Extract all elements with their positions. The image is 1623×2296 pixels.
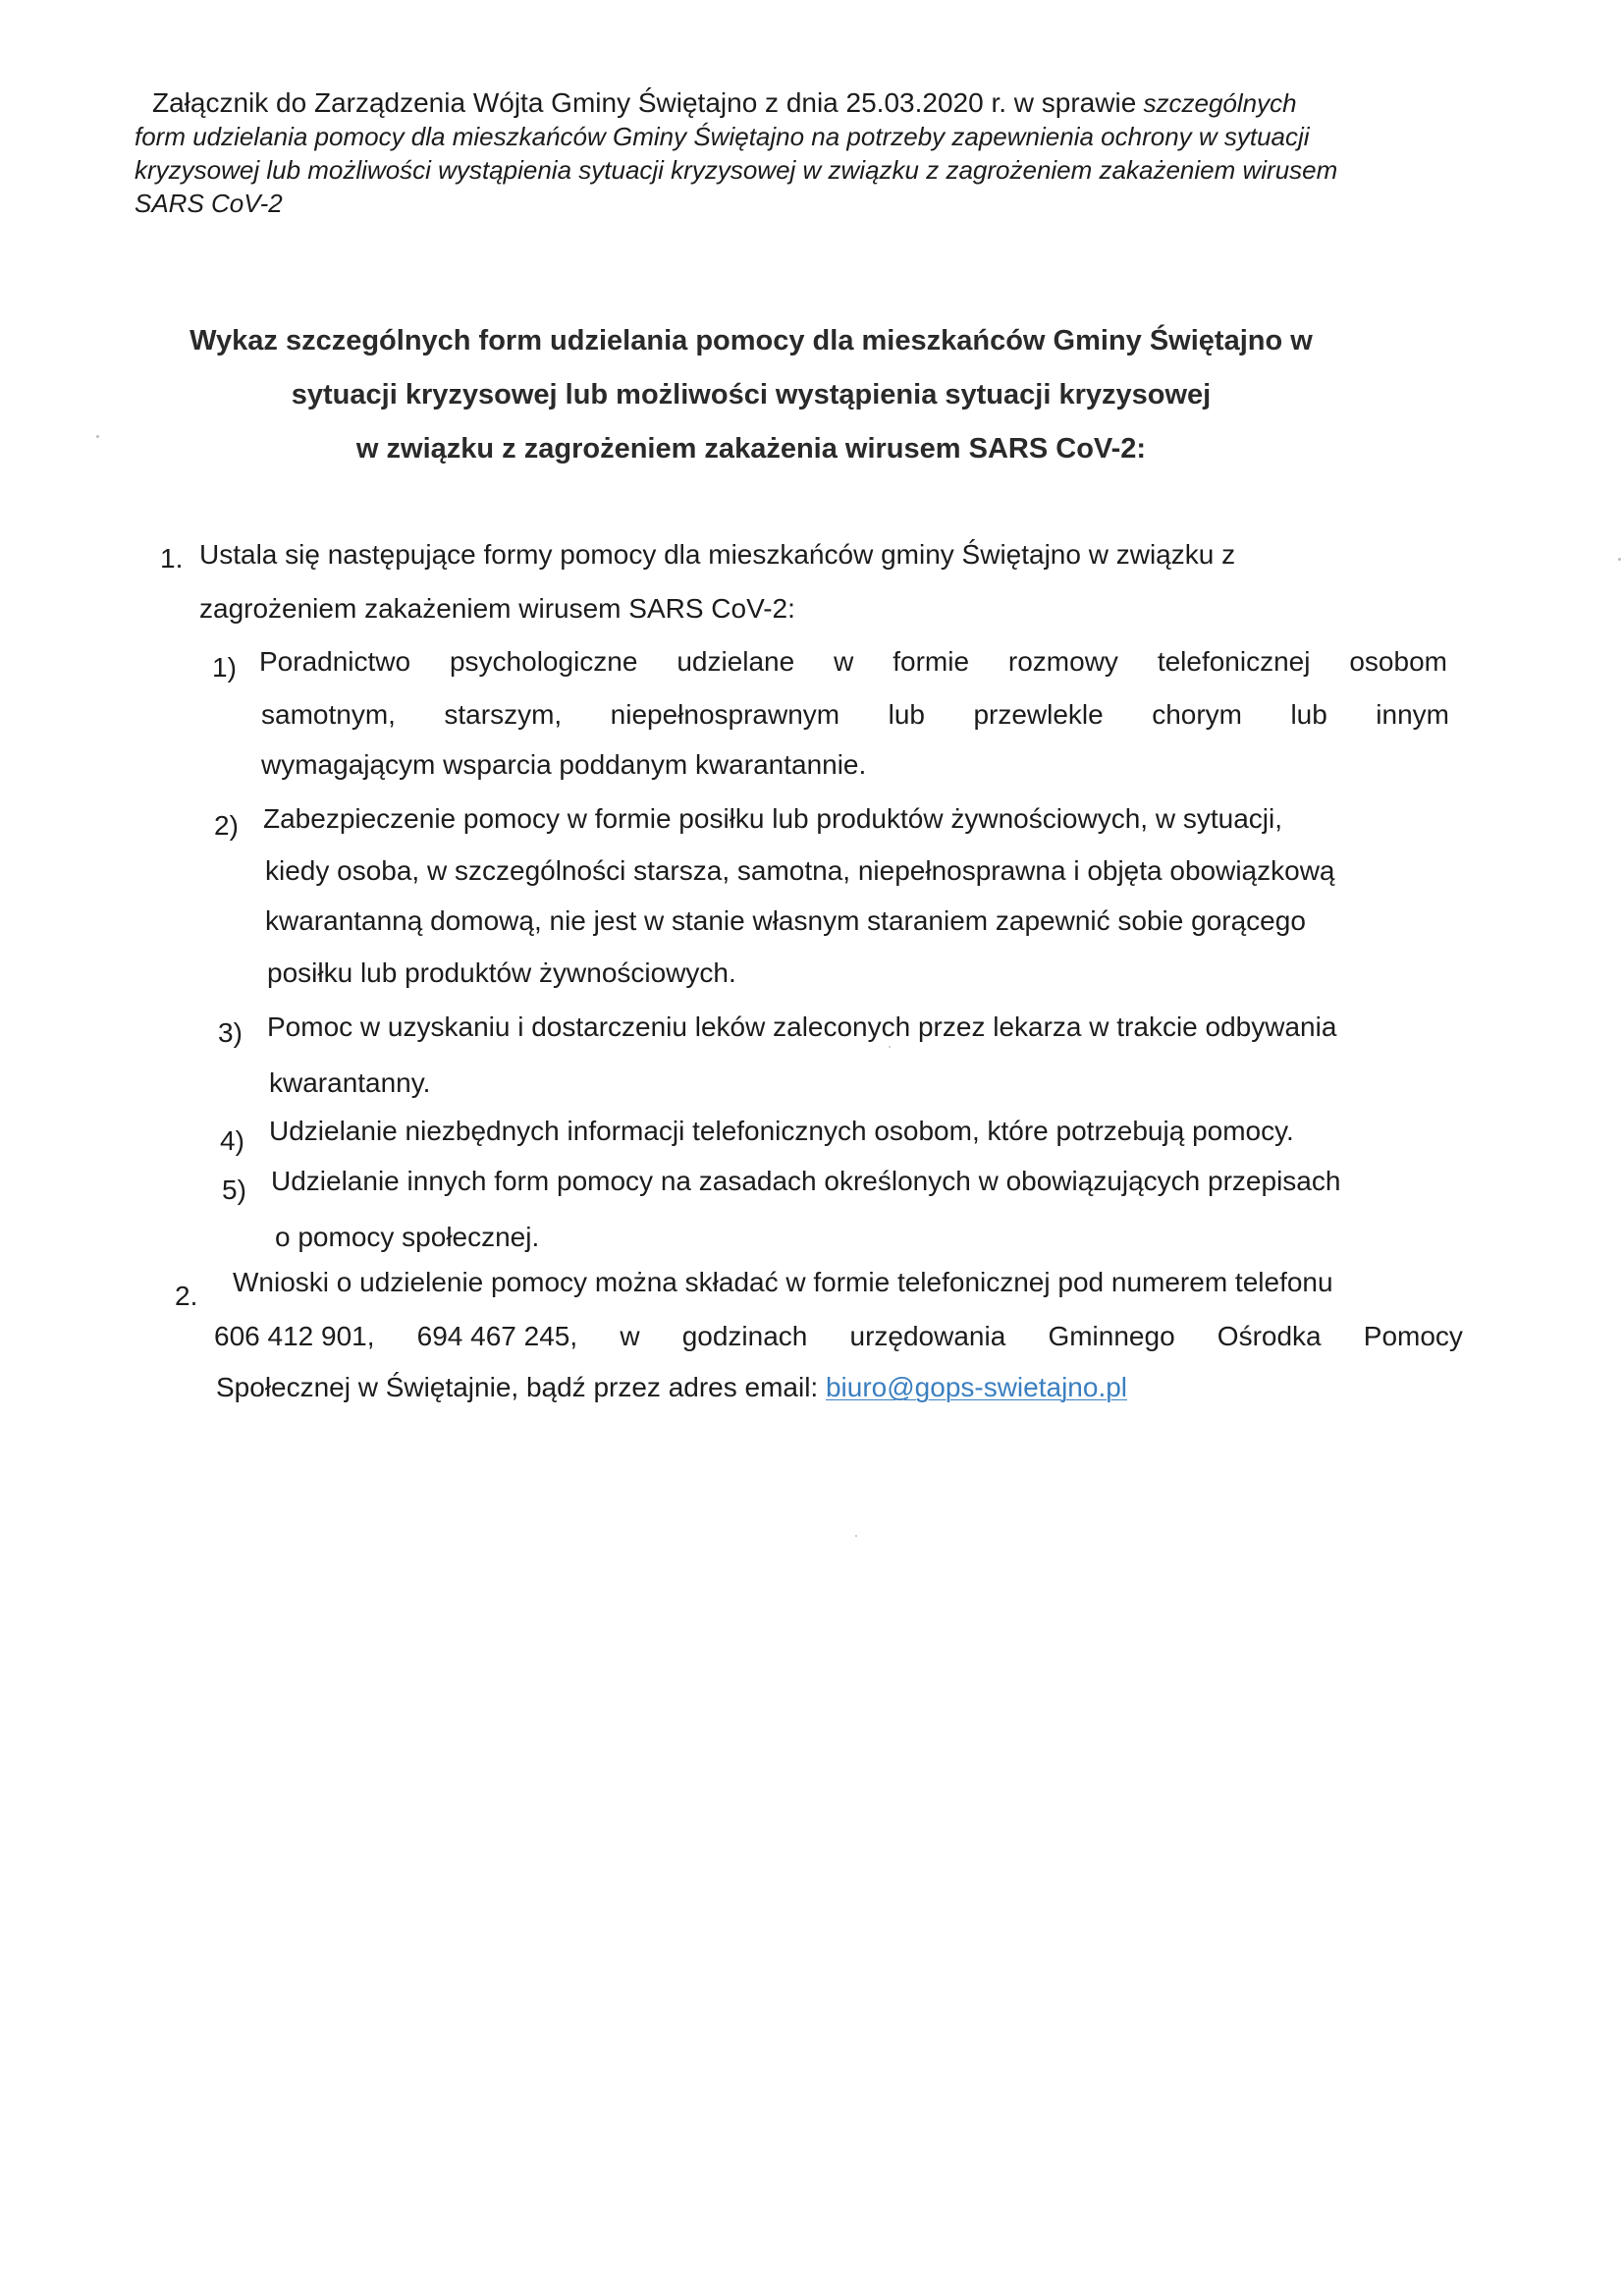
attachment-note-lead: Załącznik do Zarządzenia Wójta Gminy Świętajno z dnia 25.03.2020 r. w sprawie: [152, 87, 1137, 118]
item-5-line-1: Udzielanie innych form pomocy na zasadach określonych w obowiązujących przepisach: [271, 1166, 1341, 1196]
phone-number-1: 606 412 901,: [214, 1321, 375, 1351]
item-1-word: innym: [1376, 699, 1449, 730]
section-2-line-3-text: Społecznej w Świętajnie, bądź przez adres email:: [216, 1372, 826, 1402]
section-2-word: Pomocy: [1363, 1321, 1463, 1351]
item-5-number: 5): [222, 1175, 246, 1205]
item-1-word: osobom: [1349, 646, 1447, 677]
attachment-note-line-1: [135, 86, 1445, 120]
title-line-1: Wykaz szczególnych form udzielania pomocy dla mieszkańców Gminy Świętajno w: [189, 325, 1313, 356]
attachment-note-line-4: SARS CoV-2: [135, 189, 283, 218]
section-1-number: 1.: [160, 543, 184, 574]
title-line-3: w związku z zagrożeniem zakażenia wirusem SARS CoV-2:: [355, 433, 1147, 465]
item-1-word: niepełnosprawnym: [610, 699, 840, 730]
scan-speck: [96, 435, 99, 438]
item-1-line-1: [259, 646, 1447, 678]
item-1-word: Poradnictwo: [259, 646, 411, 677]
item-4-line-1: Udzielanie niezbędnych informacji telefonicznych osobom, które potrzebują pomocy.: [269, 1116, 1294, 1146]
item-2-line-2: kiedy osoba, w szczególności starsza, samotna, niepełnosprawna i objęta obowiązkową: [265, 855, 1335, 886]
item-1-word: samotnym,: [261, 699, 396, 730]
item-1-number: 1): [212, 652, 237, 683]
item-1-word: telefonicznej: [1157, 646, 1311, 677]
item-5-line-2: o pomocy społecznej.: [275, 1222, 540, 1252]
item-3-line-2: kwarantanny.: [269, 1067, 431, 1098]
item-1-word: psychologiczne: [449, 646, 638, 677]
item-4-number: 4): [220, 1125, 244, 1156]
section-1-line-1: Ustala się następujące formy pomocy dla mieszkańców gminy Świętajno w związku z: [199, 539, 1236, 570]
item-2-number: 2): [214, 810, 239, 841]
scan-speck: [889, 1046, 891, 1048]
section-2-word: godzinach: [681, 1321, 808, 1351]
item-1-word: chorym: [1152, 699, 1242, 730]
item-1-line-2: [261, 699, 1449, 731]
item-1-word: przewlekle: [973, 699, 1104, 730]
section-2-number: 2.: [175, 1281, 198, 1311]
section-2-line-3: [216, 1372, 1127, 1403]
section-2-word: Gminnego: [1048, 1321, 1175, 1351]
attachment-note: [135, 86, 1445, 220]
item-2-line-4: posiłku lub produktów żywnościowych.: [267, 957, 736, 988]
section-2-word: Ośrodka: [1217, 1321, 1322, 1351]
attachment-note-italic-start: szczególnych: [1143, 88, 1297, 118]
section-2-line-2: [214, 1321, 1463, 1352]
section-2-word: urzędowania: [849, 1321, 1006, 1351]
attachment-note-line-2: form udzielania pomocy dla mieszkańców Gminy Świętajno na potrzeby zapewnienia ochrony w sytuacji: [135, 122, 1310, 151]
item-3-line-1: Pomoc w uzyskaniu i dostarczeniu leków zaleconych przez lekarza w trakcie odbywania: [267, 1011, 1337, 1042]
section-1-line-2: zagrożeniem zakażeniem wirusem SARS CoV-2:: [199, 593, 795, 624]
item-1-word: formie: [893, 646, 970, 677]
attachment-note-line-3: kryzysowej lub możliwości wystąpienia sytuacji kryzysowej w związku z zagrożeniem zakażeniem wirusem: [135, 155, 1338, 185]
item-2-line-3: kwarantanną domową, nie jest w stanie własnym staraniem zapewnić sobie gorącego: [265, 905, 1306, 936]
item-1-word: udzielane: [676, 646, 795, 677]
email-link[interactable]: biuro@gops-swietajno.pl: [825, 1372, 1128, 1402]
scan-speck: [1618, 558, 1621, 561]
item-1-word: w: [834, 646, 854, 677]
phone-number-2: 694 467 245,: [416, 1321, 578, 1351]
item-2-line-1: Zabezpieczenie pomocy w formie posiłku lub produktów żywnościowych, w sytuacji,: [263, 803, 1282, 834]
section-2-word: w: [620, 1321, 640, 1351]
item-1-word: lub: [888, 699, 925, 730]
scan-speck: [855, 1535, 857, 1537]
document-title: [147, 314, 1355, 476]
item-3-number: 3): [218, 1017, 243, 1048]
item-1-line-3: wymagającym wsparcia poddanym kwarantannie.: [261, 749, 867, 780]
item-1-word: lub: [1290, 699, 1327, 730]
section-2-line-1: Wnioski o udzielenie pomocy można składać w formie telefonicznej pod numerem telefonu: [233, 1267, 1333, 1297]
item-1-word: rozmowy: [1007, 646, 1118, 677]
item-1-word: starszym,: [444, 699, 563, 730]
title-line-2: sytuacji kryzysowej lub możliwości wystąpienia sytuacji kryzysowej: [291, 379, 1212, 410]
